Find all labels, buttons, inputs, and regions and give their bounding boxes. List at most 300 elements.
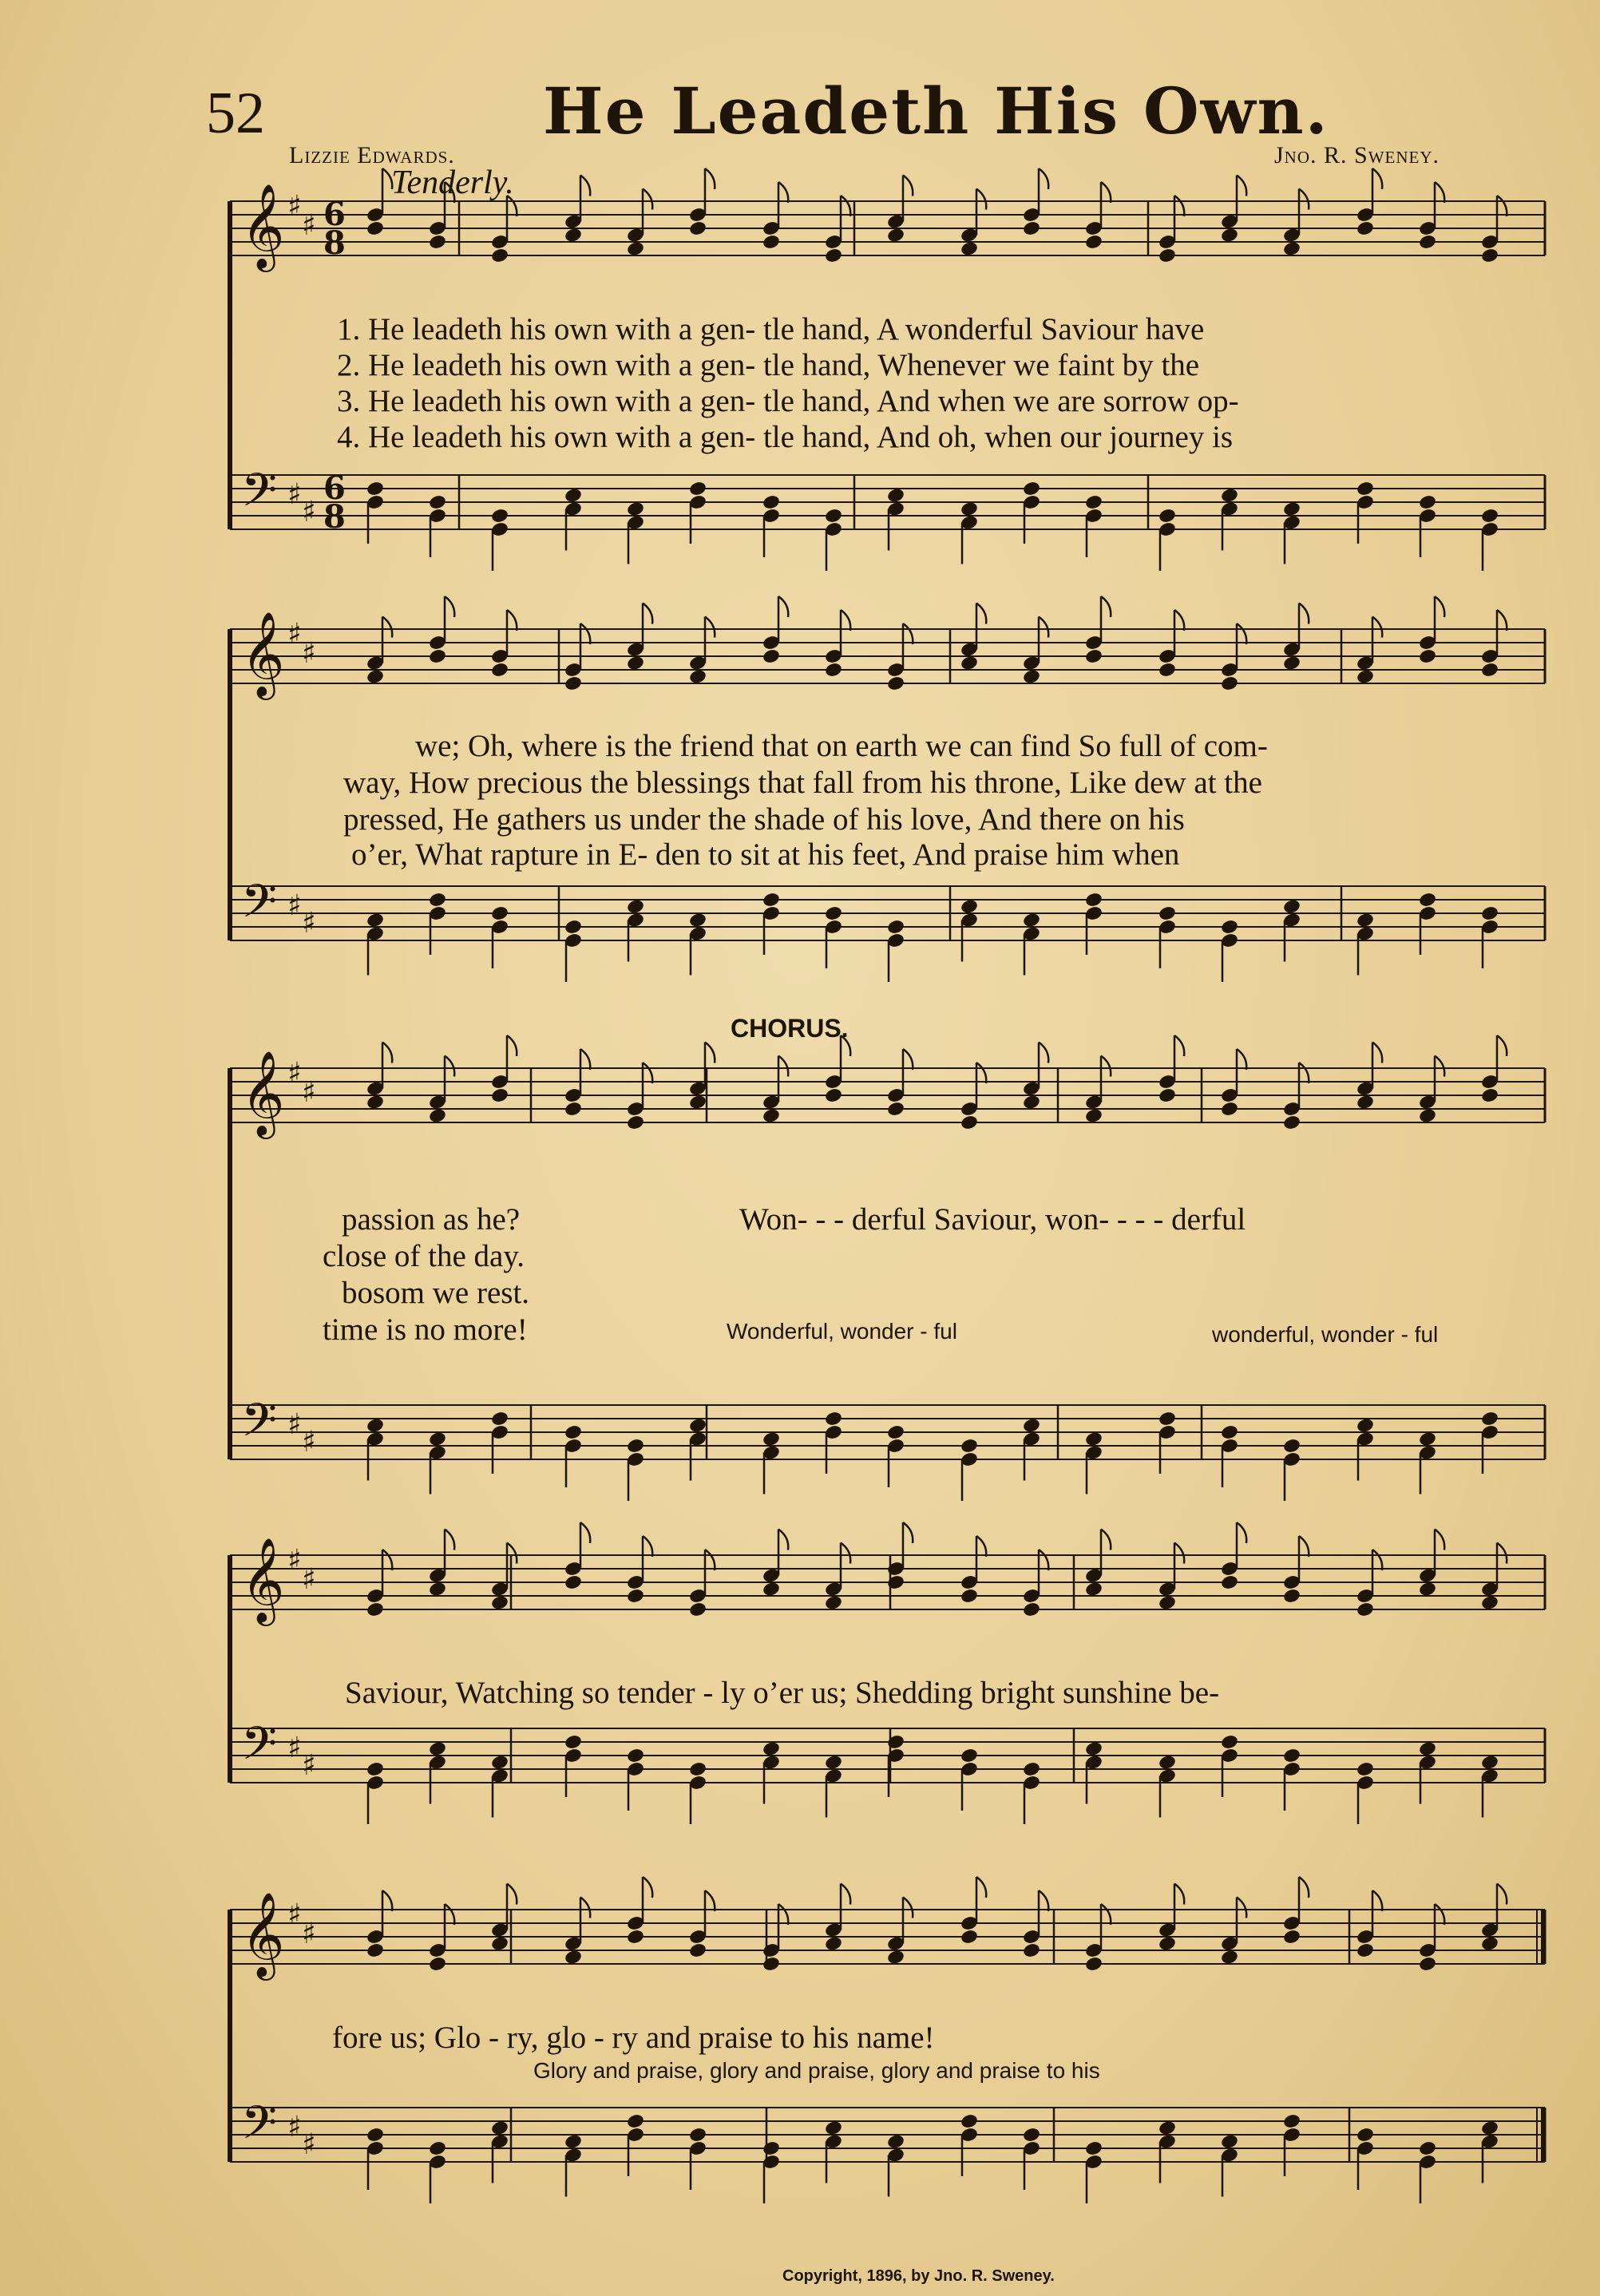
note-flag xyxy=(643,1063,652,1083)
note-head xyxy=(824,2120,843,2136)
chorus-line-2: Saviour, Watching so tender - ly o’er us; Shedding bright sunshine be- xyxy=(345,1676,1220,1710)
note-head xyxy=(960,898,979,915)
note-head xyxy=(688,1942,707,1959)
note-head xyxy=(688,1601,707,1618)
note-head xyxy=(626,1438,645,1455)
note-head xyxy=(1356,1094,1375,1110)
key-sharp: ♯ xyxy=(287,1408,302,1441)
verse-2-line-3: close of the day. xyxy=(323,1239,525,1273)
note-head xyxy=(1418,234,1437,251)
note-flag xyxy=(1101,596,1111,617)
note-head xyxy=(1158,1935,1177,1952)
note-flag xyxy=(382,617,392,638)
page-title: He Leadeth His Own. xyxy=(543,73,1329,148)
key-sharp: ♯ xyxy=(287,1057,302,1090)
treble-clef: 𝄞 xyxy=(241,183,285,268)
note-head xyxy=(886,1734,905,1751)
note-head xyxy=(1220,1949,1239,1965)
note-head xyxy=(1282,240,1301,257)
note-flag xyxy=(580,176,590,196)
note-head xyxy=(366,1761,385,1778)
note-head xyxy=(1084,1431,1103,1447)
note-head xyxy=(1282,1588,1301,1605)
note-head xyxy=(1022,912,1041,928)
note-flag xyxy=(1299,189,1309,210)
note-head xyxy=(688,912,707,928)
note-flag xyxy=(976,189,986,210)
treble-clef: 𝄞 xyxy=(241,611,285,696)
note-flag xyxy=(1039,1043,1048,1063)
note-head xyxy=(564,1574,583,1591)
note-head xyxy=(960,1929,979,1946)
note-head xyxy=(1022,668,1041,685)
note-head xyxy=(1418,648,1437,665)
note-flag xyxy=(1497,1035,1507,1056)
note-head xyxy=(1282,1748,1301,1764)
note-flag xyxy=(445,596,454,617)
note-head xyxy=(824,247,843,264)
note-head xyxy=(564,227,583,243)
note-flag xyxy=(382,1550,392,1570)
note-head xyxy=(1158,2120,1177,2136)
note-head xyxy=(626,1929,645,1946)
note-flag xyxy=(1174,1035,1184,1056)
note-flag xyxy=(841,196,850,216)
note-flag xyxy=(705,1043,715,1063)
note-head xyxy=(1480,662,1499,679)
note-head xyxy=(762,1431,781,1447)
note-flag xyxy=(1372,617,1382,638)
note-head xyxy=(762,234,781,251)
note-head xyxy=(688,220,707,237)
note-head xyxy=(1022,481,1041,497)
note-head xyxy=(886,2133,905,2150)
note-head xyxy=(1084,1956,1103,1973)
note-flag xyxy=(903,176,913,196)
note-head xyxy=(1356,668,1375,685)
note-flag xyxy=(778,1056,788,1077)
key-sharp: ♯ xyxy=(287,1732,302,1764)
key-sharp: ♯ xyxy=(287,190,302,223)
note-flag xyxy=(1497,1543,1507,1564)
note-flag xyxy=(382,1043,392,1063)
note-head xyxy=(1282,898,1301,915)
note-head xyxy=(1084,494,1103,511)
note-flag xyxy=(705,617,715,638)
note-head xyxy=(1220,919,1239,936)
note-head xyxy=(428,1581,447,1597)
note-head xyxy=(490,508,509,525)
note-flag xyxy=(903,623,913,644)
note-head xyxy=(626,1114,645,1131)
note-head xyxy=(1158,1411,1177,1427)
note-head xyxy=(626,501,645,517)
note-head xyxy=(1084,1581,1103,1597)
note-head xyxy=(960,1588,979,1605)
note-head xyxy=(762,494,781,511)
note-head xyxy=(626,2113,645,2130)
note-head xyxy=(1480,508,1499,525)
note-head xyxy=(1084,892,1103,909)
note-flag xyxy=(1299,1877,1309,1898)
note-head xyxy=(1418,1581,1437,1597)
note-head xyxy=(824,905,843,922)
treble-clef: 𝄞 xyxy=(241,1891,285,1977)
note-head xyxy=(564,1949,583,1965)
note-flag xyxy=(445,1530,454,1550)
note-head xyxy=(564,487,583,504)
note-head xyxy=(886,227,905,243)
key-sharp: ♯ xyxy=(287,2111,302,2144)
note-head xyxy=(366,668,385,685)
note-flag xyxy=(841,1884,850,1905)
note-head xyxy=(366,220,385,237)
note-flag xyxy=(1497,196,1507,216)
note-flag xyxy=(1039,168,1048,189)
note-head xyxy=(490,905,509,922)
note-head xyxy=(1356,912,1375,928)
note-head xyxy=(1282,1438,1301,1455)
key-sharp: ♯ xyxy=(287,889,302,922)
note-head xyxy=(564,1734,583,1751)
note-head xyxy=(824,1087,843,1104)
note-flag xyxy=(778,1904,788,1925)
note-flag xyxy=(1435,1056,1444,1077)
note-flag xyxy=(580,1049,590,1070)
note-flag xyxy=(1237,1049,1246,1070)
note-flag xyxy=(903,1049,913,1070)
note-flag xyxy=(1101,182,1111,203)
note-head xyxy=(1418,1740,1437,1757)
note-flag xyxy=(705,168,715,189)
key-sharp: ♯ xyxy=(287,1544,302,1577)
note-head xyxy=(428,1740,447,1757)
note-flag xyxy=(1299,1063,1309,1083)
note-head xyxy=(762,1740,781,1757)
note-flag xyxy=(1237,1522,1246,1543)
verse-3-line-1: 3. He leadeth his own with a gen- tle hand, And when we are sorrow op- xyxy=(337,384,1239,418)
note-head xyxy=(1158,1087,1177,1104)
note-head xyxy=(490,1594,509,1611)
note-head xyxy=(1282,1114,1301,1131)
verse-2-line-1: 2. He leadeth his own with a gen- tle hand, Whenever we faint by the xyxy=(337,348,1200,382)
note-head xyxy=(564,675,583,692)
time-signature-top: 6 xyxy=(323,469,346,507)
note-head xyxy=(886,919,905,936)
note-flag xyxy=(507,610,517,631)
note-head xyxy=(1084,648,1103,665)
note-flag xyxy=(1435,182,1444,203)
note-head xyxy=(490,1754,509,1771)
note-head xyxy=(626,240,645,257)
note-head xyxy=(824,1935,843,1952)
note-flag xyxy=(1372,1890,1382,1911)
note-head xyxy=(564,2133,583,2150)
note-flag xyxy=(580,623,590,644)
note-flag xyxy=(1299,1536,1309,1557)
note-head xyxy=(1356,1942,1375,1959)
verse-2-line-2: way, How precious the blessings that fall from his throne, Like dew at the xyxy=(343,766,1262,800)
chorus-label: CHORUS. xyxy=(731,1014,849,1043)
key-sharp: ♯ xyxy=(302,1918,316,1950)
note-head xyxy=(688,1094,707,1110)
note-head xyxy=(1158,247,1177,264)
note-head xyxy=(960,655,979,671)
note-head xyxy=(886,1101,905,1118)
note-head xyxy=(1022,220,1041,237)
note-head xyxy=(1220,1734,1239,1751)
note-head xyxy=(1356,1761,1375,1778)
note-head xyxy=(1418,2140,1437,2157)
note-head xyxy=(1418,892,1437,909)
note-flag xyxy=(1372,168,1382,189)
note-flag xyxy=(976,1536,986,1557)
note-flag xyxy=(1435,596,1444,617)
note-head xyxy=(366,1094,385,1110)
note-head xyxy=(366,481,385,497)
note-flag xyxy=(1299,604,1309,624)
note-head xyxy=(428,1431,447,1447)
note-head xyxy=(1158,662,1177,679)
note-flag xyxy=(1039,1890,1048,1911)
copyright-notice: Copyright, 1896, by Jno. R. Sweney. xyxy=(782,2267,1055,2285)
note-head xyxy=(490,247,509,264)
bass-clef: 𝄢 xyxy=(241,874,278,940)
note-head xyxy=(688,668,707,685)
verse-3-line-3: bosom we rest. xyxy=(342,1276,530,1310)
note-head xyxy=(1022,1942,1041,1959)
note-head xyxy=(824,1594,843,1611)
note-flag xyxy=(1372,1550,1382,1570)
note-head xyxy=(762,1581,781,1597)
key-sharp: ♯ xyxy=(302,1426,316,1459)
key-sharp: ♯ xyxy=(302,637,316,670)
note-head xyxy=(824,662,843,679)
key-sharp: ♯ xyxy=(302,1076,316,1109)
note-head xyxy=(1022,1094,1041,1110)
note-head xyxy=(1282,501,1301,517)
note-head xyxy=(626,1588,645,1605)
note-head xyxy=(1158,1594,1177,1611)
note-flag xyxy=(643,1536,652,1557)
note-head xyxy=(824,1411,843,1427)
note-head xyxy=(1282,655,1301,671)
note-head xyxy=(428,234,447,251)
lyricist-credit: Lizzie Edwards. xyxy=(289,142,455,168)
note-head xyxy=(1356,2127,1375,2144)
time-signature-top: 6 xyxy=(323,196,346,233)
note-head xyxy=(1356,481,1375,497)
note-flag xyxy=(1101,1904,1111,1925)
note-head xyxy=(688,1417,707,1434)
note-head xyxy=(1480,1935,1499,1952)
note-head xyxy=(1282,2113,1301,2130)
note-flag xyxy=(1435,1904,1444,1925)
treble-clef: 𝄞 xyxy=(241,1050,285,1135)
note-flag xyxy=(643,604,652,624)
note-head xyxy=(824,508,843,525)
note-head xyxy=(1480,905,1499,922)
key-sharp: ♯ xyxy=(302,1749,316,1782)
note-flag xyxy=(841,1543,850,1564)
tempo-marking: Tenderly. xyxy=(391,164,514,201)
note-flag xyxy=(778,1530,788,1550)
treble-clef: 𝄞 xyxy=(241,1537,285,1622)
time-signature-bottom: 8 xyxy=(323,498,346,536)
note-head xyxy=(762,2140,781,2157)
note-flag xyxy=(976,1877,986,1898)
key-sharp: ♯ xyxy=(302,1563,316,1596)
composer-credit: Jno. R. Sweney. xyxy=(1274,142,1440,168)
note-head xyxy=(1418,494,1437,511)
note-head xyxy=(1022,2127,1041,2144)
note-head xyxy=(1022,1417,1041,1434)
note-head xyxy=(490,1411,509,1427)
note-head xyxy=(564,1101,583,1118)
verse-3-line-2: pressed, He gathers us under the shade of his love, And there on his xyxy=(343,802,1185,837)
note-flag xyxy=(841,610,850,631)
note-flag xyxy=(903,1522,913,1543)
note-head xyxy=(366,2127,385,2144)
note-head xyxy=(490,1935,509,1952)
note-flag xyxy=(1237,1898,1246,1918)
note-head xyxy=(762,1956,781,1973)
note-head xyxy=(1356,1601,1375,1618)
note-flag xyxy=(507,1035,517,1056)
note-head xyxy=(1084,234,1103,251)
note-flag xyxy=(445,1904,454,1925)
note-flag xyxy=(445,1056,454,1077)
note-head xyxy=(960,1438,979,1455)
note-flag xyxy=(705,1550,715,1570)
key-sharp: ♯ xyxy=(287,478,302,511)
note-head xyxy=(1158,508,1177,525)
note-head xyxy=(1480,1411,1499,1427)
note-flag xyxy=(643,1877,652,1898)
note-head xyxy=(960,501,979,517)
chorus-echo-1a: Wonderful, wonder - ful xyxy=(727,1319,957,1344)
note-head xyxy=(564,919,583,936)
note-head xyxy=(1356,220,1375,237)
note-flag xyxy=(507,1884,517,1905)
note-head xyxy=(428,2140,447,2157)
note-flag xyxy=(778,596,788,617)
note-head xyxy=(490,662,509,679)
note-head xyxy=(1480,1754,1499,1771)
note-head xyxy=(366,1417,385,1434)
note-head xyxy=(1356,1417,1375,1434)
key-sharp: ♯ xyxy=(302,907,316,940)
note-flag xyxy=(1101,1530,1111,1550)
note-flag xyxy=(1101,1056,1111,1077)
note-head xyxy=(960,2113,979,2130)
verse-1-line-1: 1. He leadeth his own with a gen- tle hand, A wonderful Saviour have xyxy=(337,312,1205,346)
verse-1-line-3: passion as he? xyxy=(342,1202,521,1237)
note-head xyxy=(626,898,645,915)
note-flag xyxy=(580,1522,590,1543)
note-head xyxy=(886,1574,905,1591)
note-head xyxy=(688,2127,707,2144)
note-head xyxy=(762,648,781,665)
note-head xyxy=(1022,1761,1041,1778)
note-head xyxy=(960,1748,979,1764)
note-head xyxy=(886,487,905,504)
note-head xyxy=(490,2120,509,2136)
note-head xyxy=(428,1107,447,1124)
note-head xyxy=(428,892,447,909)
page-number: 52 xyxy=(206,81,265,146)
note-head xyxy=(1084,1107,1103,1124)
note-head xyxy=(1480,2120,1499,2136)
note-head xyxy=(564,1424,583,1441)
note-head xyxy=(1158,1754,1177,1771)
note-head xyxy=(1418,1107,1437,1124)
note-head xyxy=(428,1956,447,1973)
key-sharp: ♯ xyxy=(287,1898,302,1931)
note-head xyxy=(762,892,781,909)
note-head xyxy=(886,675,905,692)
note-flag xyxy=(778,182,788,203)
note-flag xyxy=(580,1898,590,1918)
note-flag xyxy=(643,189,652,210)
note-head xyxy=(1220,2133,1239,2150)
note-head xyxy=(1220,1574,1239,1591)
note-head xyxy=(626,655,645,671)
note-head xyxy=(960,1114,979,1131)
note-head xyxy=(688,481,707,497)
note-head xyxy=(1084,1740,1103,1757)
note-head xyxy=(1220,1424,1239,1441)
verse-4-line-2: o’er, What rapture in E- den to sit at his feet, And praise him when xyxy=(351,837,1180,872)
note-flag xyxy=(382,1890,392,1911)
note-flag xyxy=(1174,196,1184,216)
note-head xyxy=(1084,2140,1103,2157)
note-head xyxy=(1220,1101,1239,1118)
note-head xyxy=(960,240,979,257)
note-head xyxy=(1480,1087,1499,1104)
note-head xyxy=(762,1107,781,1124)
bass-clef: 𝄢 xyxy=(241,1393,278,1459)
bass-clef: 𝄢 xyxy=(241,463,278,528)
note-head xyxy=(1480,247,1499,264)
verse-1-line-2: we; Oh, where is the friend that on earth we can find So full of com- xyxy=(415,729,1268,763)
note-flag xyxy=(903,1898,913,1918)
note-flag xyxy=(976,1063,986,1083)
note-head xyxy=(626,1748,645,1764)
note-flag xyxy=(1174,1543,1184,1564)
note-head xyxy=(1220,227,1239,243)
note-head xyxy=(428,494,447,511)
key-sharp: ♯ xyxy=(302,2128,316,2161)
note-flag xyxy=(705,1890,715,1911)
note-flag xyxy=(1174,610,1184,631)
note-flag xyxy=(1237,176,1246,196)
note-head xyxy=(428,648,447,665)
note-head xyxy=(490,1087,509,1104)
note-head xyxy=(366,1601,385,1618)
note-flag xyxy=(1174,1884,1184,1905)
bass-clef: 𝄢 xyxy=(241,2096,278,2161)
verse-4-line-3: time is no more! xyxy=(323,1312,528,1347)
note-head xyxy=(824,1754,843,1771)
key-sharp: ♯ xyxy=(302,209,316,242)
note-head xyxy=(1418,1956,1437,1973)
chorus-line-3: fore us; Glo - ry, glo - ry and praise to his name! xyxy=(332,2021,935,2055)
note-flag xyxy=(1237,623,1246,644)
note-head xyxy=(1220,675,1239,692)
note-flag xyxy=(1039,617,1048,638)
note-head xyxy=(1418,1431,1437,1447)
